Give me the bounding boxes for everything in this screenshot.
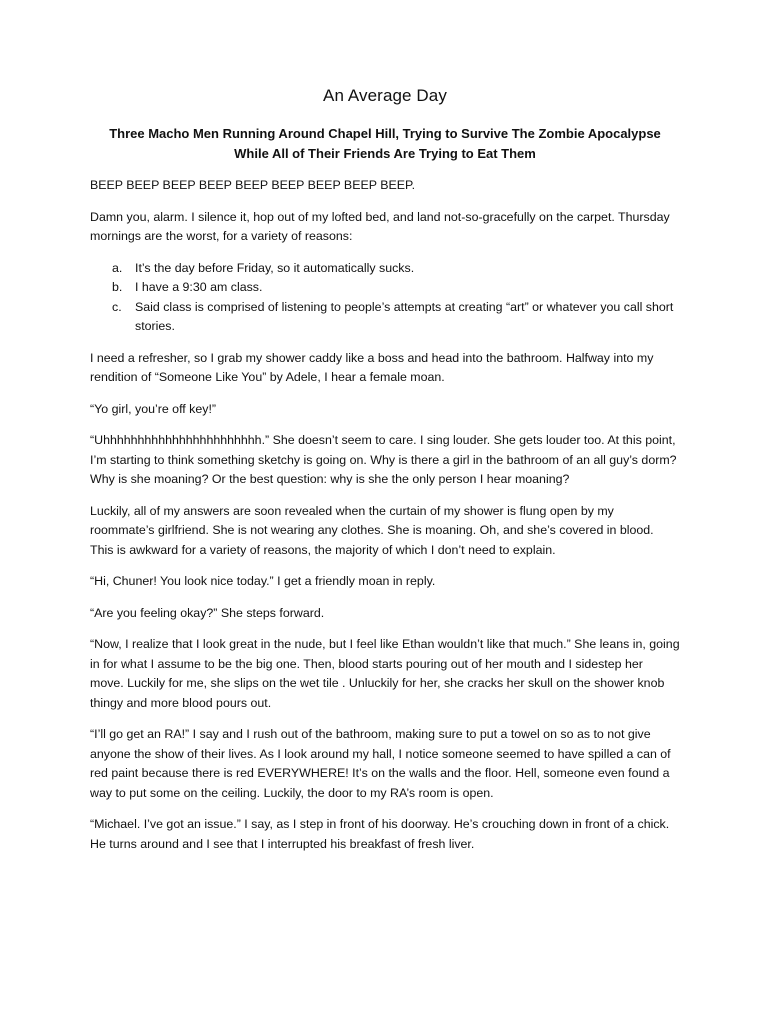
paragraph-feeling-okay: “Are you feeling okay?” She steps forward. [90, 605, 325, 620]
list-item-text: It’s the day before Friday, so it automatically sucks. [135, 260, 415, 275]
document-subtitle [90, 124, 680, 164]
list-item [90, 298, 680, 337]
paragraph-alarm-beeps: BEEP BEEP BEEP BEEP BEEP BEEP BEEP BEEP BEEP. [90, 178, 416, 192]
list-marker: a. [112, 260, 123, 275]
paragraph-moaning: “Uhhhhhhhhhhhhhhhhhhhhhhh.” She doesn’t seem to care. I sing louder. She gets louder too. At this point, I’m starting to think something sketchy is going on. Why is there a girl in the bathroom of an all guy’s dorm? Why is she moaning? Or the best question: why is she the only person I hear moaning? [90, 433, 677, 486]
list-marker: b. [112, 280, 123, 294]
paragraph-off-key: “Yo girl, you’re off key!” [90, 401, 217, 416]
paragraph-nude: “Now, I realize that I look great in the nude, but I feel like Ethan wouldn’t like that much.” She leans in, going in for what I assume to be the big one. Then, blood starts pouring out of her mouth and I sidestep her move. Luckily for me, she slips on the wet tile . Unluckily for her, she cracks her skull on the shower knob thingy and more blood pours out. [90, 637, 680, 710]
document-page [90, 86, 680, 866]
list-item-text: I have a 9:30 am class. [135, 280, 263, 294]
paragraph-shower: I need a refresher, so I grab my shower caddy like a boss and head into the bathroom. Halfway into my rendition of “Someone Like You” by Adele, I hear a female moan. [90, 350, 654, 384]
paragraph-thursday: Damn you, alarm. I silence it, hop out of my lofted bed, and land not-so-gracefully on the carpet. Thursday mornings are the worst, for a variety of reasons: [90, 209, 670, 243]
subtitle-line-2: While All of Their Friends Are Trying to Eat Them [234, 146, 536, 161]
list-item [90, 259, 680, 279]
document-title: An Average Day [323, 86, 447, 105]
paragraph-ra: “I’ll go get an RA!” I say and I rush out of the bathroom, making sure to put a towel on so as to not give anyone the show of their lives. As I look around my hall, I notice someone seemed to have spilled a can of red paint because there is red EVERYWHERE! It’s on the walls and the floor. Hell, someone even found a way to put some on the ceiling. Luckily, the door to my RA’s room is open. [90, 727, 671, 800]
subtitle-line-1: Three Macho Men Running Around Chapel Hill, Trying to Survive The Zombie Apocalypse [109, 126, 661, 141]
paragraph-chuner: “Hi, Chuner! You look nice today.” I get a friendly moan in reply. [90, 574, 436, 588]
list-item-text: Said class is comprised of listening to people’s attempts at creating “art” or whatever you call short stories. [135, 299, 674, 333]
list-item [90, 278, 680, 298]
list-marker: c. [112, 299, 122, 314]
reasons-list [90, 259, 680, 337]
paragraph-curtain: Luckily, all of my answers are soon revealed when the curtain of my shower is flung open by my roommate’s girlfriend. She is not wearing any clothes. She is moaning. Oh, and she’s covered in blood. This is awkward for a variety of reasons, the majority of which I don’t need to explain. [90, 503, 654, 557]
paragraph-michael: “Michael. I’ve got an issue.” I say, as I step in front of his doorway. He’s crouching down in front of a chick. He turns around and I see that I interrupted his breakfast of fresh liver. [90, 817, 670, 851]
